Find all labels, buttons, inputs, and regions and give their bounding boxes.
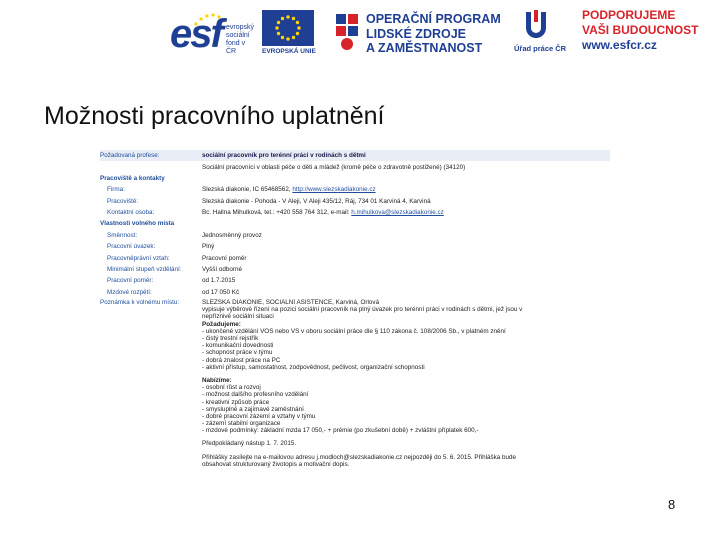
field-label: Pracovněprávní vztah: <box>107 254 170 262</box>
company-row <box>100 184 610 195</box>
field-value: Sociální pracovníci v oblasti péče o děti a mládež (kromě péče o zdravotně postižené) (34120) <box>202 163 466 171</box>
note-line: - čistý trestní rejstřík <box>202 335 259 343</box>
note-line: - mzdové podmínky: základní mzda 17 050,- + prémie (po zkušební době) + zvláštní příplatek 600,- <box>202 427 479 435</box>
note-line: - ukončené vzdělání VOŠ nebo VŠ v oboru sociální práce dle § 110 zákona č. 108/2006 Sb., v platném znění <box>202 327 506 335</box>
esf-caption <box>226 24 256 56</box>
note-line: - kreativní způsob práce <box>202 398 270 406</box>
support-slogan <box>582 8 698 53</box>
field-value: Plný <box>202 243 215 251</box>
esf-website-link[interactable]: www.esfcr.cz <box>582 38 657 52</box>
note-line: - osobní růst a rozvoj <box>202 384 261 392</box>
contact-person: Bc. Hallna Mihulková, tel.: +420 558 764 312, e-mail: <box>202 209 352 217</box>
note-line: SLEZSKÁ DIAKONIE, SOCIÁLNÍ ASISTENCE, Karviná, Orlová <box>202 299 380 307</box>
required-profession-row <box>100 150 610 161</box>
note-line: - dobré pracovní zázemí a vztahy v týmu <box>202 412 316 420</box>
slogan-line: PODPORUJEME <box>582 8 676 22</box>
workload-row <box>100 241 610 252</box>
esf-logo <box>170 10 256 58</box>
note-line: nepříznivé sociální situaci <box>202 313 274 321</box>
section-heading-position: Vlastnosti volného místa <box>100 220 175 228</box>
note-line: - aktivní přístup, samostatnost, zodpovědnost, pečlivost, organizační schopnosti <box>202 363 425 371</box>
field-label: Požadovaná profese: <box>100 152 160 160</box>
job-note-block <box>100 299 610 468</box>
field-label: Pracovní poměr: <box>107 277 154 285</box>
note-label: Poznámka k volnému místu: <box>100 299 180 307</box>
field-label: Pracoviště: <box>107 197 139 205</box>
company-website-link[interactable]: http://www.slezskadiakonie.cz <box>292 186 376 194</box>
section-heading-workplace: Pracoviště a kontakty <box>100 174 165 182</box>
company-name: Slezská diakonie, IČ 65468562, <box>202 186 293 194</box>
education-row <box>100 264 610 275</box>
salary-row <box>100 287 610 298</box>
esf-caption-line: evropský <box>226 24 255 31</box>
page-number: 8 <box>668 497 676 512</box>
relation-row <box>100 253 610 264</box>
note-line: Přihlášky zasílejte na e-mailovou adresu j.modloch@slezskadiakonie.cz nejpozději do 5. 6. 2015. Přihláška bude <box>202 453 517 461</box>
note-line: - schopnost práce v týmu <box>202 349 273 357</box>
field-value <box>202 209 610 216</box>
urad-prace-caption: Úřad práce ČR <box>514 44 567 53</box>
field-value: sociální pracovník pro terénní práci v rodinách s dětmi <box>202 152 366 160</box>
contact-row <box>100 207 610 218</box>
field-value <box>202 186 610 193</box>
note-line: - dobrá znalost práce na PC <box>202 356 281 364</box>
note-line: - komunikační dovednosti <box>202 342 274 350</box>
urad-prace-logo-icon <box>520 8 552 40</box>
field-label: Kontaktní osoba: <box>107 209 155 217</box>
field-value: Vyšší odborné <box>202 266 243 274</box>
note-line: Předpokládaný nástup 1. 7. 2015. <box>202 440 297 448</box>
eu-caption: EVROPSKÁ UNIE <box>262 48 316 55</box>
field-label: Minimální stupeň vzdělání: <box>107 266 182 274</box>
note-line: Nabízíme: <box>202 376 232 384</box>
slide-title: Možnosti pracovního uplatnění <box>44 102 385 130</box>
esf-caption-line: fond v ČR <box>226 40 246 55</box>
op-line: A ZAMĚSTNANOST <box>366 41 483 55</box>
field-value: od 1.7.2015 <box>202 277 236 285</box>
note-line: Požadujeme: <box>202 320 241 328</box>
note-text <box>202 299 610 468</box>
profession-code-row <box>100 161 610 172</box>
shifts-row <box>100 230 610 241</box>
field-value: od 17 050 Kč <box>202 288 240 296</box>
op-line: LIDSKÉ ZDROJE <box>366 26 467 41</box>
esf-caption-line: sociální <box>226 32 250 39</box>
eu-flag-icon <box>262 10 314 46</box>
job-offer-panel <box>100 150 610 522</box>
field-label: Pracovní úvazek: <box>107 243 156 251</box>
logo-banner <box>170 6 710 62</box>
note-line: obsahovat strukturovaný životopis a motivační dopis. <box>202 460 350 468</box>
contact-email-link[interactable]: h.mihulkova@slezskadiakonie.cz <box>351 209 444 217</box>
start-row <box>100 275 610 286</box>
esf-wordmark: esf <box>170 12 222 56</box>
note-line: - zázemí stabilní organizace <box>202 420 281 428</box>
field-label: Směnnost: <box>107 231 138 239</box>
workplace-row <box>100 196 610 207</box>
field-label: Mzdové rozpětí: <box>107 288 152 296</box>
op-logo-icon <box>332 10 362 54</box>
field-value: Jednosměnný provoz <box>202 231 262 239</box>
note-line: vypisuje výběrové řízení na pozici sociální pracovník na plný úvazek pro terénní práci v rodinách s dětmi, jež jsou v <box>202 306 523 314</box>
slogan-line: VAŠI BUDOUCNOST <box>582 23 699 37</box>
op-program-name <box>366 12 501 56</box>
field-value: Slezská diakonie - Pohoda - V Aleji, V Aleji 435/12, Ráj, 734 01 Karviná 4, Karviná <box>202 197 431 205</box>
field-label: Firma: <box>107 186 125 194</box>
note-line: - smysluplné a zajímavé zaměstnání <box>202 405 304 413</box>
field-value: Pracovní poměr <box>202 254 247 262</box>
op-line: OPERAČNÍ PROGRAM <box>366 12 501 26</box>
note-line: - možnost dalšího profesního vzdělání <box>202 391 309 399</box>
